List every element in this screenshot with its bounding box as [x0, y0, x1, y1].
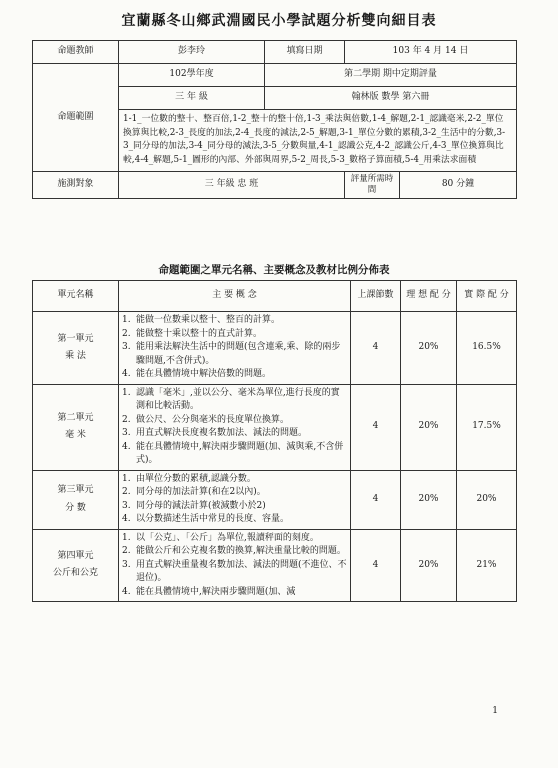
header-lessons: 上課節數 [351, 281, 401, 312]
time-cell [345, 171, 517, 198]
info-table [32, 40, 517, 199]
teacher-name: 彭李玲 [119, 41, 265, 64]
concept-list-cell [119, 384, 351, 470]
page-number: 1 [492, 706, 498, 716]
ideal-value: 20% [401, 470, 457, 529]
concept-item: 1. 以「公克」、「公斤」為單位,報讀秤面的刻度。 [122, 532, 319, 543]
concept-item: 3. 能用乘法解決生活中的問題(包含連乘,乘、除的兩步驟問題,不含併式)。 [122, 342, 341, 366]
document-title: 宜蘭縣冬山鄉武淵國民小學試題分析雙向細目表 [121, 13, 437, 29]
units-table [32, 280, 517, 602]
concept-item: 2. 能做整十乘以整十的直式計算。 [122, 328, 263, 339]
concept-list-cell [119, 470, 351, 529]
actual-value: 16.5% [457, 312, 517, 385]
concept-list-cell [119, 529, 351, 602]
unit-number: 第三單元 [57, 485, 94, 496]
school-year: 102學年度 [119, 64, 265, 87]
date-label: 填寫日期 [265, 41, 345, 64]
concept-item: 3. 用直式解決重量複名數加法、減法的問題(不進位、不退位)。 [122, 559, 347, 583]
lessons-value: 4 [351, 529, 401, 602]
concept-item: 4. 以分數描述生活中常見的長度、容量。 [122, 514, 290, 524]
header-ideal: 理 想 配 分 [401, 281, 457, 312]
semester: 第二學期 期中定期評量 [265, 64, 517, 87]
concept-item: 2. 做公尺、公分與毫米的長度單位換算。 [122, 414, 290, 425]
date-value: 103 年 4 月 14 日 [345, 41, 517, 64]
section-title: 命題範圍之單元名稱、主要概念及教材比例分佈表 [158, 264, 390, 276]
time-value: 80 分鐘 [441, 179, 475, 190]
unit-number: 第四單元 [57, 551, 94, 562]
grade: 三 年 級 [119, 87, 265, 110]
actual-value: 20% [457, 470, 517, 529]
concept-item: 1. 認識「毫米」,並以公分、毫米為單位,進行長度的實測和比較活動。 [122, 387, 340, 411]
unit-name [33, 384, 119, 470]
unit-name [33, 529, 119, 602]
lessons-value: 4 [351, 384, 401, 470]
unit-name [33, 312, 119, 385]
header-unit: 單元名稱 [33, 281, 119, 312]
target-value: 三 年級 忠 班 [119, 171, 345, 198]
teacher-label: 命題教師 [33, 41, 119, 64]
concept-item: 4. 能在具體情境中解決倍數的問題。 [122, 369, 272, 379]
scope-label: 命題範圍 [33, 64, 119, 172]
table-row [33, 529, 517, 602]
concept-item: 3. 同分母的減法計算(被減數小於2) [122, 500, 266, 511]
unit-number: 第一單元 [57, 333, 94, 344]
table-row [33, 384, 517, 470]
header-concept: 主 要 概 念 [119, 281, 351, 312]
concept-item: 1. 由單位分數的累積,認識分數。 [122, 473, 256, 484]
ideal-value: 20% [401, 529, 457, 602]
concept-item: 1. 能做一位數乘以整十、整百的計算。 [122, 315, 281, 325]
target-label: 施測對象 [33, 171, 119, 198]
ideal-value: 20% [401, 312, 457, 385]
unit-title: 公斤和公克 [52, 568, 98, 579]
concept-item: 2. 能做公斤和公克複名數的換算,解決重量比較的問題。 [122, 546, 346, 556]
header-actual: 實 際 配 分 [457, 281, 517, 312]
lessons-value: 4 [351, 312, 401, 385]
unit-title: 毫 米 [65, 430, 86, 440]
concept-item: 2. 同分母的加法計算(和在2以內)。 [122, 487, 266, 497]
table-row [33, 470, 517, 529]
unit-number: 第二單元 [57, 412, 94, 423]
textbook: 翰林版 數學 第六冊 [265, 87, 517, 110]
unit-title: 乘 法 [65, 350, 86, 361]
actual-value: 17.5% [457, 384, 517, 470]
table-row [33, 312, 517, 385]
concept-item: 3. 用直式解決長度複名數加法、減法的問題。 [122, 428, 308, 438]
unit-name [33, 470, 119, 529]
concept-item: 4. 能在具體情境中,解決兩步驟問題(加、減 [122, 586, 296, 597]
concept-list-cell [119, 312, 351, 385]
time-label: 評量所需時間 [345, 172, 400, 198]
concept-item: 4. 能在具體情境中,解決兩步驟問題(加、減與乘,不含併式)。 [122, 441, 344, 465]
actual-value: 21% [457, 529, 517, 602]
unit-title: 分 數 [65, 502, 86, 513]
scope-text: 1-1_一位數的整十、整百倍,1-2_整十的整十倍,1-3_乘法與倍數,1-4_解題,2-1_認識毫米,2-2_單位換算與比較,2-3_長度的加法,2-4_長度的減法,2-5_解題,3-1_單位分數的累積,3-2_生活中的分數,3-3_同分母的加法,3-4_同分母的減法,3-5_分數與量,4-1_認識公克,4-2_認識公斤,4-3_單位換算與比較,4-4_解題,5-1_圖形的內部、外部與周界,5-2_周長,5-3_數格子算面積,5-4_用乘法求面積 [119, 110, 517, 172]
ideal-value: 20% [401, 384, 457, 470]
lessons-value: 4 [351, 470, 401, 529]
